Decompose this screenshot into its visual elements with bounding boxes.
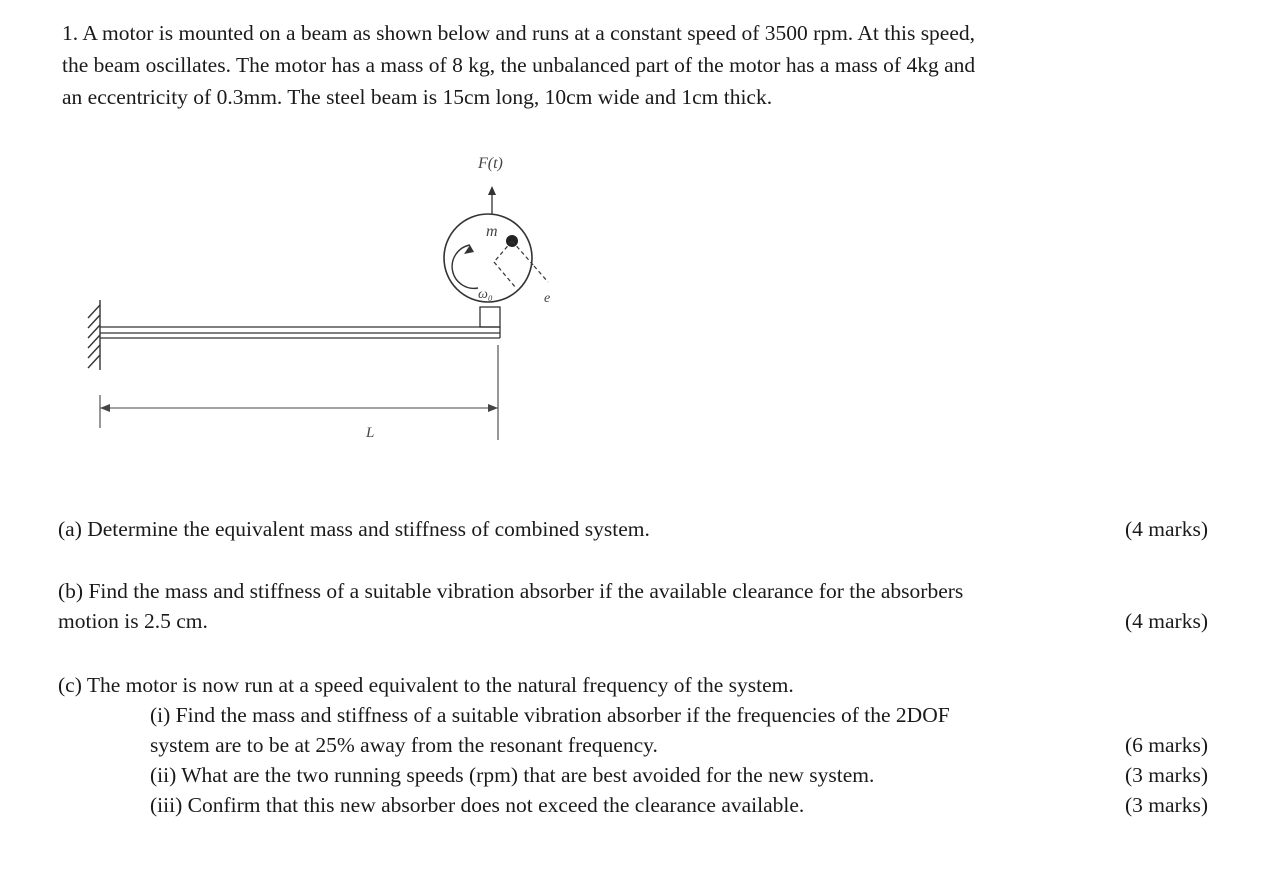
mass-label: m: [486, 223, 498, 240]
cantilever-beam: [100, 327, 500, 338]
intro-line-1: 1. A motor is mounted on a beam as shown below and runs at a constant speed of 3500 rpm. At this speed,: [62, 21, 976, 45]
motor-beam-diagram: [0, 140, 620, 450]
rotation-arrow: [452, 245, 478, 288]
part-c-iii-text: (iii) Confirm that this new absorber does not exceed the clearance available.: [150, 793, 805, 817]
part-a-marks: (4 marks): [1125, 517, 1208, 541]
force-label: F(t): [478, 155, 503, 172]
part-b-line-1: (b) Find the mass and stiffness of a suitable vibration absorber if the available clearance for the absorbers: [58, 579, 964, 603]
length-dimension: [100, 345, 498, 440]
part-c-text: (c) The motor is now run at a speed equivalent to the natural frequency of the system.: [58, 673, 794, 697]
eccentricity-label: e: [544, 291, 551, 306]
fixed-wall: [88, 300, 100, 370]
motor-mount: [480, 307, 500, 327]
part-b-marks: (4 marks): [1125, 609, 1208, 633]
intro-line-3: an eccentricity of 0.3mm. The steel beam is 15cm long, 10cm wide and 1cm thick.: [62, 85, 773, 109]
length-label: L: [366, 425, 375, 441]
intro-line-2: the beam oscillates. The motor has a mass of 8 kg, the unbalanced part of the motor has a mass of 4kg and: [62, 53, 976, 77]
part-c-i-marks: (6 marks): [1125, 733, 1208, 757]
part-c-i-line-1: (i) Find the mass and stiffness of a suitable vibration absorber if the frequencies of the 2DOF: [150, 703, 950, 727]
part-c-i-line-2: system are to be at 25% away from the resonant frequency.: [150, 733, 658, 757]
omega-label: ω₀: [478, 287, 493, 302]
part-b-line-2: motion is 2.5 cm.: [58, 609, 208, 633]
part-c-ii-text: (ii) What are the two running speeds (rpm) that are best avoided for the new system.: [150, 763, 875, 787]
part-c-iii-marks: (3 marks): [1125, 793, 1208, 817]
eccentricity-lines: [494, 241, 548, 288]
part-c-ii-marks: (3 marks): [1125, 763, 1208, 787]
part-a-text: (a) Determine the equivalent mass and stiffness of combined system.: [58, 517, 650, 541]
